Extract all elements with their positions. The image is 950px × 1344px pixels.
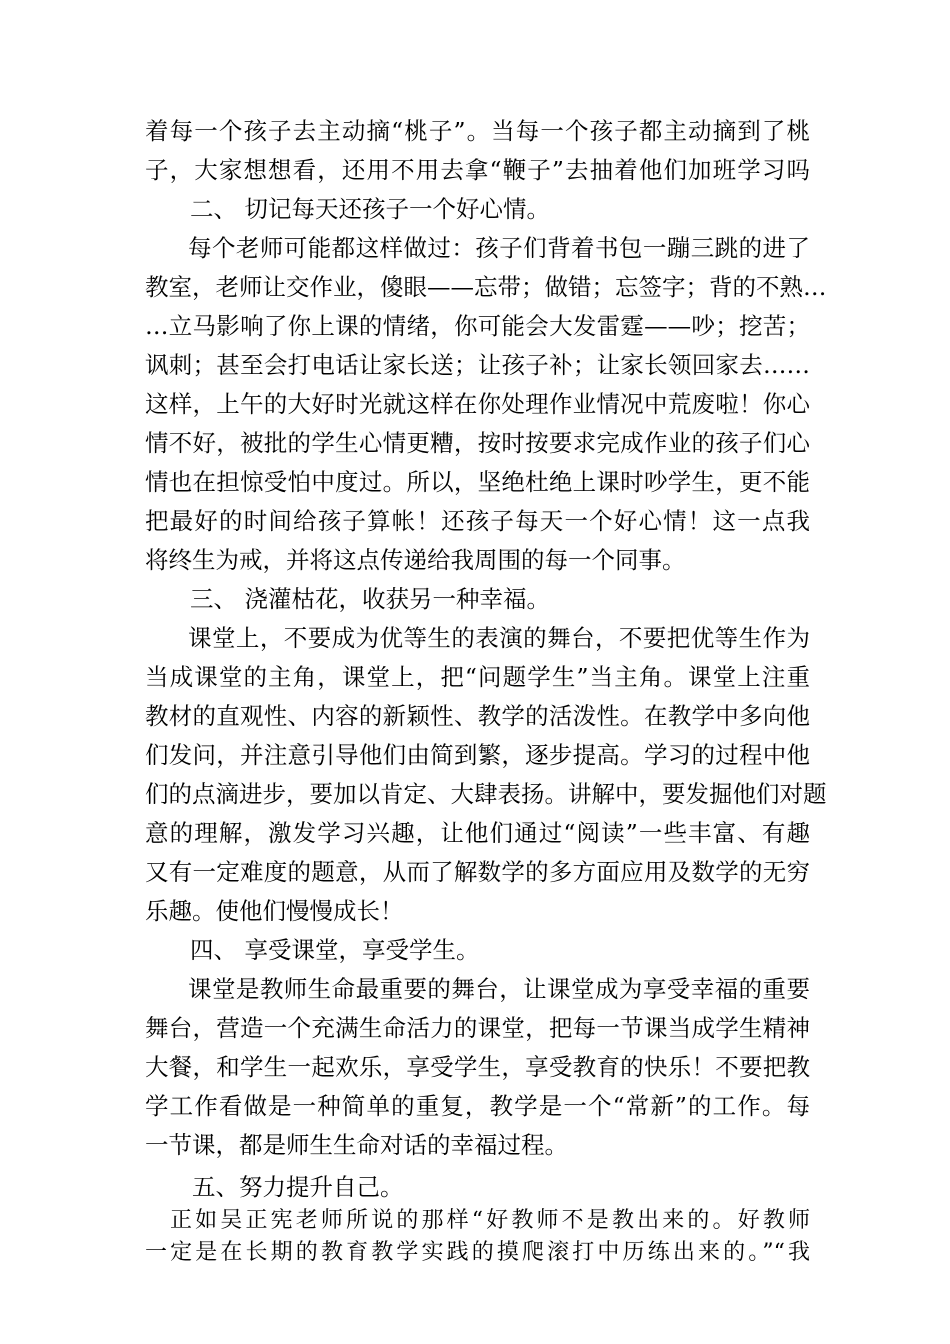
text-line-20: 又有一定难度的题意，从而了解数学的多方面应用及数学的无穷 [145, 858, 810, 886]
text-line-10: 情也在担惊受怕中度过。所以，坚绝杜绝上课时吵学生，更不能 [145, 468, 810, 496]
text-line-4: 每个老师可能都这样做过：孩子们背着书包一蹦三跳的进了 [188, 234, 810, 262]
text-line-1: 着每一个孩子去主动摘“桃子”。当每一个孩子都主动摘到了桃 [145, 117, 810, 145]
text-line-26: 学工作看做是一种简单的重复，教学是一个“常新”的工作。每 [145, 1092, 810, 1120]
text-line-9: 情不好，被批的学生心情更糟，按时按要求完成作业的孩子们心 [145, 429, 810, 457]
text-line-15: 当成课堂的主角，课堂上，把“问题学生”当主角。课堂上注重 [145, 663, 810, 691]
text-line-8: 这样，上午的大好时光就这样在你处理作业情况中荒废啦！你心 [145, 390, 810, 418]
text-line-25: 大餐，和学生一起欢乐，享受学生，享受教育的快乐！不要把教 [145, 1053, 810, 1081]
text-line-18: 们的点滴进步，要加以肯定、大肆表扬。讲解中，要发掘他们对题 [145, 780, 827, 808]
text-line-14: 课堂上，不要成为优等生的表演的舞台，不要把优等生作为 [188, 624, 810, 652]
text-line-12: 将终生为戒，并将这点传递给我周围的每一个同事。 [145, 546, 686, 574]
section-heading-2: 二、 切记每天还孩子一个好心情。 [190, 195, 550, 223]
text-line-27: 一节课，都是师生生命对话的幸福过程。 [145, 1131, 568, 1159]
text-line-17: 们发问，并注意引导他们由简到繁，逐步提高。学习的过程中他 [145, 741, 810, 769]
text-line-21: 乐趣。使他们慢慢成长！ [145, 897, 404, 925]
text-line-19: 意的理解，激发学习兴趣，让他们通过“阅读”一些丰富、有趣 [145, 819, 810, 847]
text-line-23: 课堂是教师生命最重要的舞台，让课堂成为享受幸福的重要 [188, 975, 810, 1003]
section-heading-3: 三、 浇灌枯花，收获另一种幸福。 [190, 585, 550, 613]
text-line-30: 一定是在长期的教育教学实践的摸爬滚打中历练出来的。”“我 [145, 1240, 810, 1265]
text-line-2: 子，大家想想看，还用不用去拿“鞭子”去抽着他们加班学习吗 [145, 156, 810, 184]
section-heading-4: 四、 享受课堂，享受学生。 [190, 936, 480, 964]
text-line-5: 教室，老师让交作业，傻眼——忘带；做错；忘签字；背的不熟… [145, 273, 827, 301]
text-line-24: 舞台，营造一个充满生命活力的课堂，把每一节课当成学生精神 [145, 1014, 810, 1042]
text-line-29: 正如吴正宪老师所说的那样“好教师不是教出来的。好教师 [170, 1208, 810, 1233]
text-line-16: 教材的直观性、内容的新颖性、教学的活泼性。在教学中多向他 [145, 702, 810, 730]
text-line-6: …立马影响了你上课的情绪，你可能会大发雷霆——吵；挖苦； [145, 312, 810, 340]
text-line-7: 讽刺；甚至会打电话让家长送；让孩子补；让家长领回家去…… [145, 351, 810, 379]
section-heading-5: 五、努力提升自己。 [192, 1173, 404, 1201]
text-line-11: 把最好的时间给孩子算帐！还孩子每天一个好心情！这一点我 [145, 507, 810, 535]
